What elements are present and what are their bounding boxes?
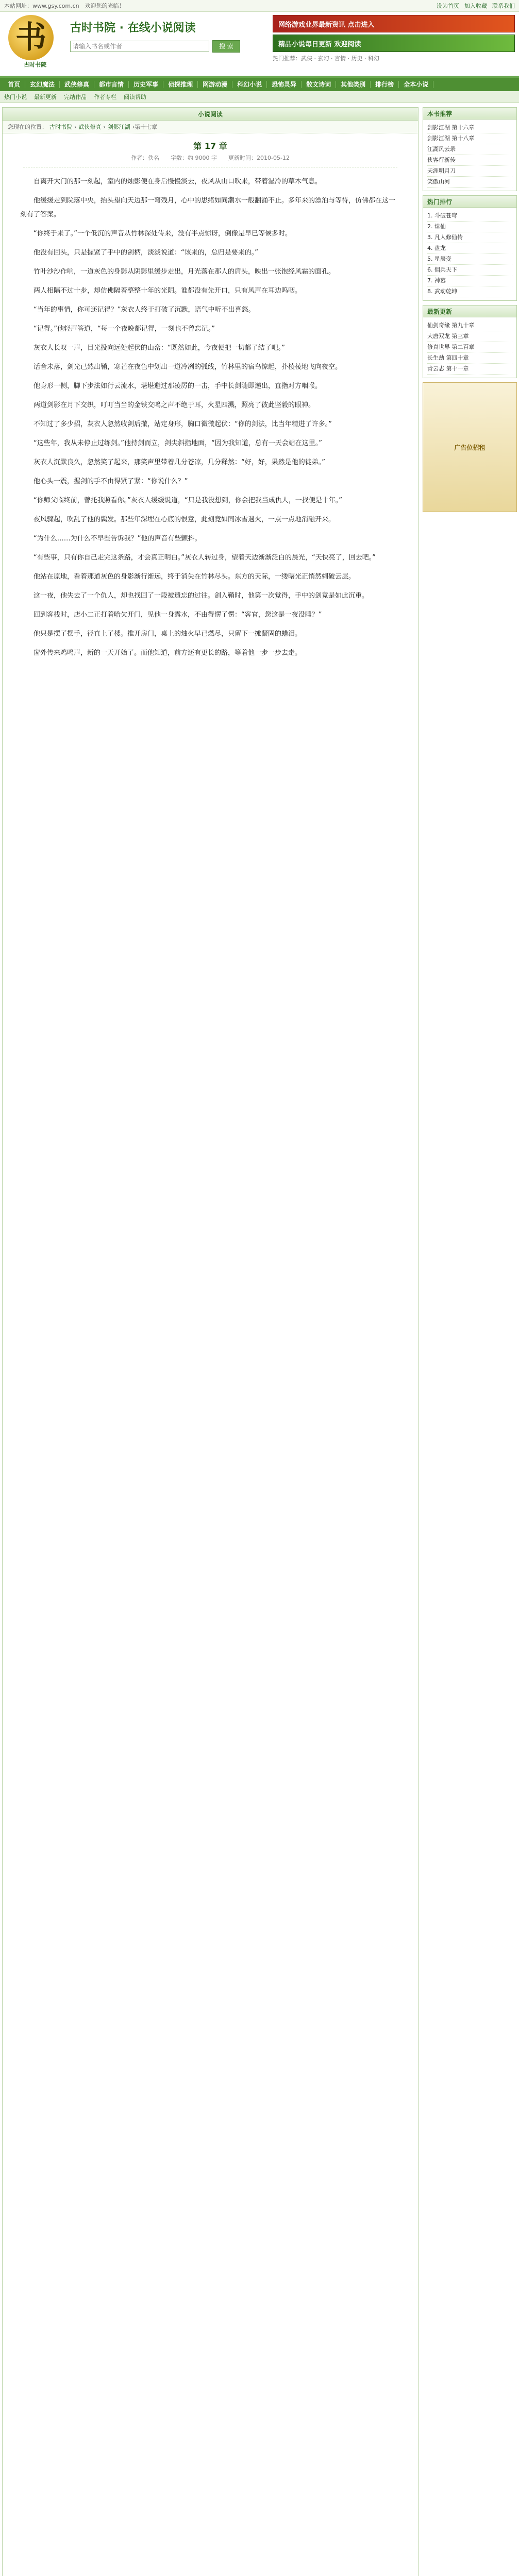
sidebar-box-latest [423,305,517,378]
chapter-paragraph: 话音未落，剑光已然出鞘，寒芒在夜色中划出一道冷冽的弧线，竹林里的宿鸟惊起，扑棱棱地飞向夜空。 [34,363,342,371]
list-item[interactable]: 7. 神墓 [427,276,512,286]
chapter-title: 第 17 章 [193,141,227,151]
top-strip [0,0,519,12]
nav-item[interactable]: 玄幻魔法 [25,81,60,88]
chapter-paragraph: 他身形一侧，脚下步法如行云流水，堪堪避过那凌厉的一击，手中长剑随即递出，直指对方咽喉。 [34,382,322,390]
list-item[interactable]: 剑影江湖 第十六章 [427,123,512,133]
nav-item[interactable]: 首页 [3,81,25,88]
chapter-paragraph: 自离开大门的那一刻起，室内的烛影便在身后慢慢淡去，夜风从山口吹来，带着湿冷的草木气息。 [34,178,322,185]
sidebar [423,107,517,2576]
reader-panel [2,107,418,2576]
reader-column [2,107,418,2576]
chapter-paragraph: 两道剑影在月下交织，叮叮当当的金铁交鸣之声不绝于耳，火星四溅，照亮了彼此坚毅的眼神。 [34,401,315,409]
logo-mark: 书 [8,15,54,60]
chapter-paragraph: “记得。”他轻声答道，“每一个夜晚都记得，一刻也不曾忘记。” [34,325,215,333]
chapter-text [3,167,418,2576]
header-middle [66,15,273,53]
site-name: 古时书院 · 在线小说阅读 [70,22,196,35]
chapter-paragraph: “这些年，我从未停止过练剑。”他持剑而立，剑尖斜指地面，“因为我知道，总有一天会站在这里。” [34,439,322,447]
main-nav [0,78,519,91]
list-item[interactable]: 6. 佣兵天下 [427,265,512,276]
main-area [0,103,519,2576]
breadcrumb: 您现在的位置： 古时书院 › 武侠修真 › 剑影江湖 › 第十七章 [3,121,418,133]
list-item[interactable]: 侠客行新传 [427,155,512,166]
chapter-paragraph: 竹叶沙沙作响，一道灰色的身影从阴影里缓步走出，月光落在那人的肩头，映出一张饱经风霜的面孔。 [34,268,336,276]
list-item[interactable]: 8. 武动乾坤 [427,286,512,297]
site-search-input[interactable] [70,41,209,52]
nav-item[interactable]: 恐怖灵异 [267,81,302,88]
chapter-paragraph: 两人相隔不过十步，却仿佛隔着整整十年的光阴。谁都没有先开口，只有风声在耳边呜咽。 [34,287,302,295]
nav-item[interactable]: 科幻小说 [232,81,267,88]
header-search [70,40,273,53]
chapter-paragraph: 他心头一震，握剑的手不由得紧了紧：“你说什么？” [34,478,188,485]
list-item[interactable]: 笑傲山河 [427,177,512,188]
chapter-paragraph: 灰衣人长叹一声，目光投向远处起伏的山峦：“既然如此，今夜便把一切都了结了吧。” [34,344,285,352]
nav-item[interactable]: 排行榜 [371,81,399,88]
sidebar-box-title: 本书推荐 [423,108,516,120]
chapter-paragraph: 他缓缓走到院落中央，抬头望向天边那一弯残月，心中的思绪如同潮水一般翻涌不止。多年来的漂泊与等待，仿佛都在这一刻有了答案。 [20,197,396,218]
sidebar-list [423,317,516,378]
list-item[interactable]: 仙剑奇缘 第九十章 [427,320,512,331]
list-item[interactable]: 青云志 第十一章 [427,364,512,375]
chapter-paragraph: 夜风骤起，吹乱了他的鬓发。那些年深埋在心底的恨意，此刻竟如同冰雪遇火，一点一点地消融开来。 [34,516,336,523]
set-homepage-link[interactable]: 设为首页 [437,3,459,9]
nav-item[interactable]: 历史军事 [129,81,163,88]
subnav-item[interactable]: 作者专栏 [94,94,116,100]
reader-panel-title: 小说阅读 [3,108,418,121]
nav-item[interactable]: 网游动漫 [198,81,232,88]
add-favorite-link[interactable]: 加入收藏 [464,3,487,9]
list-item[interactable]: 1. 斗破苍穹 [427,211,512,222]
breadcrumb-item[interactable]: 古时书院 [49,124,72,130]
list-item[interactable]: 修真世界 第二百章 [427,342,512,353]
chapter-paragraph: 他只是摆了摆手，径直上了楼。推开房门，桌上的烛火早已燃尽，只留下一摊凝固的蜡泪。 [34,630,302,638]
sidebar-box-ranking [423,195,517,301]
chapter-paragraph: 灰衣人沉默良久，忽然笑了起来，那笑声里带着几分苍凉，几分释然：“好，好，果然是他的徒弟。” [34,459,325,466]
header-ad-banner-2[interactable]: 精品小说每日更新 欢迎阅读 [273,35,515,52]
header-ad-banner-1[interactable]: 网络游戏业界最新资讯 点击进入 [273,15,515,32]
chapter-paragraph: “有些事，只有你自己走完这条路，才会真正明白。”灰衣人转过身，望着天边渐渐泛白的晨光，“天快亮了，回去吧。” [34,554,376,562]
nav-item[interactable]: 武侠修真 [60,81,94,88]
site-search-button[interactable]: 搜 索 [212,40,240,53]
subnav-item[interactable]: 阅读帮助 [124,94,146,100]
breadcrumb-item[interactable]: 武侠修真 [78,124,102,130]
header-ad-line: 热门推荐：武侠 · 玄幻 · 言情 · 历史 · 科幻 [273,55,379,62]
breadcrumb-prefix: 您现在的位置： [8,124,47,130]
nav-item[interactable]: 散文诗词 [302,81,336,88]
site-logo[interactable] [4,15,66,69]
list-item[interactable]: 大唐双龙 第三章 [427,331,512,342]
chapter-paragraph: “为什么……为什么不早些告诉我？”他的声音有些颤抖。 [34,535,202,543]
list-item[interactable]: 江湖风云录 [427,144,512,155]
chapter-paragraph: “你终于来了。”一个低沉的声音从竹林深处传来，没有半点惊讶，倒像是早已等候多时。 [34,230,292,238]
sidebar-box-recommend [423,107,517,191]
list-item[interactable]: 5. 星辰变 [427,254,512,265]
sidebar-box-title: 热门排行 [423,196,516,208]
chapter-paragraph: 回到客栈时，店小二正打着哈欠开门，见他一身露水，不由得愣了愣：“客官，您这是一夜没睡？” [34,611,322,619]
list-item[interactable]: 剑影江湖 第十八章 [427,133,512,144]
sub-nav [0,91,519,103]
list-item[interactable]: 2. 诛仙 [427,222,512,232]
logo-caption: 古时书院 [24,61,46,68]
chapter-paragraph: 窗外传来鸡鸣声，新的一天开始了。而他知道，前方还有更长的路，等着他一步一步去走。 [34,649,302,657]
breadcrumb-item[interactable]: 剑影江湖 [107,124,130,130]
sidebar-list [423,120,516,191]
subnav-item[interactable]: 最新更新 [34,94,57,100]
contact-link[interactable]: 联系我们 [492,3,515,9]
header-ads [273,15,515,62]
nav-item[interactable]: 侦探推理 [163,81,198,88]
nav-item[interactable]: 其他类别 [336,81,371,88]
chapter-paragraph: “你师父临终前，曾托我照看你。”灰衣人缓缓说道，“只是我没想到，你会把我当成仇人，一找便是十年。” [34,497,342,504]
list-item[interactable]: 天涯明月刀 [427,166,512,177]
sidebar-ad[interactable]: 广告位招租 [423,382,517,512]
sidebar-box-title: 最新更新 [423,306,516,317]
breadcrumb-current: 第十七章 [135,124,158,130]
chapter-paragraph: 这一夜，他失去了一个仇人，却也找回了一段被遗忘的过往。剑入鞘时，他第一次觉得，手中的剑竟是如此沉重。 [34,592,369,600]
header [0,12,519,78]
chapter-paragraph: 他没有回头，只是握紧了手中的剑柄，淡淡说道：“该来的，总归是要来的。” [34,249,258,257]
chapter-paragraph: 不知过了多少招，灰衣人忽然收剑后撤，站定身形，胸口微微起伏：“你的剑法，比当年精进了许多。” [34,420,332,428]
chapter-paragraph: “当年的事情，你可还记得？”灰衣人终于打破了沉默，语气中听不出喜怒。 [34,306,255,314]
nav-item[interactable]: 都市言情 [94,81,129,88]
list-item[interactable]: 4. 盘龙 [427,243,512,254]
sidebar-list [423,208,516,300]
chapter-meta: 作者：佚名 字数：约 9000 字 更新时间：2010-05-12 [23,154,397,167]
list-item[interactable]: 长生劫 第四十章 [427,353,512,364]
subnav-item[interactable]: 完结作品 [64,94,87,100]
subnav-item[interactable]: 热门小说 [4,94,27,100]
chapter-paragraph: 他站在原地，看着那道灰色的身影渐行渐远，终于消失在竹林尽头。东方的天际，一缕曙光正悄然刺破云层。 [34,573,356,581]
top-strip-text: 本站网址：www.gsy.com.cn 欢迎您的光临！ [4,3,125,9]
list-item[interactable]: 3. 凡人修仙传 [427,232,512,243]
nav-item[interactable]: 全本小说 [399,81,433,88]
